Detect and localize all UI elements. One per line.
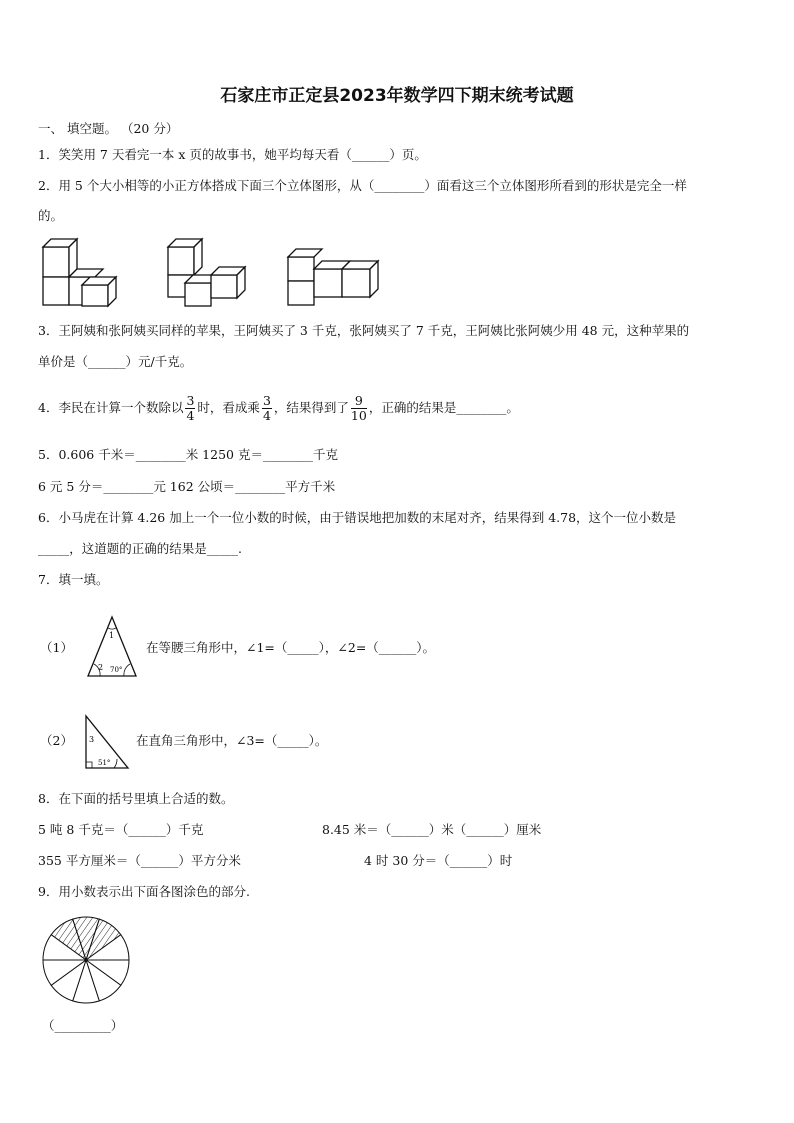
q8-item-c: 355 平方厘米＝（______）平方分米 [38, 853, 241, 868]
q4-text-4: ，正确的结果是________。 [368, 400, 519, 415]
question-5-line1: 5．0.606 千米＝________米 1250 克＝________千克 [38, 447, 338, 462]
question-1: 1．笑笑用 7 天看完一本 x 页的故事书，她平均每天看（______）页。 [38, 147, 427, 162]
fraction-9-10: $\frac{9}{10}$ [350, 393, 367, 423]
q7-1-label: （1） [40, 640, 73, 655]
q8-item-d: 4 时 30 分＝（______）时 [364, 853, 513, 868]
angle-70-label: 70° [110, 666, 123, 674]
shaded-circle-figure [40, 914, 132, 1006]
q4-text-3: ，结果得到了 [273, 400, 349, 415]
question-5-line2: 6 元 5 分＝________元 162 公顷＝________平方千米 [38, 479, 336, 494]
q7-2-label: （2） [40, 733, 73, 748]
angle-1-label: 1 [109, 631, 115, 640]
question-4 [38, 388, 519, 428]
q7-1-text: 在等腰三角形中，∠1=（_____），∠2=（______）。 [146, 640, 436, 655]
q4-text-2: 时，看成乘 [197, 400, 260, 415]
q7-2-text: 在直角三角形中，∠3=（_____）。 [136, 733, 328, 748]
question-2-line2: 的。 [38, 208, 64, 223]
question-8: 8．在下面的括号里填上合适的数。 [38, 791, 234, 806]
question-6-line2: _____，这道题的正确的结果是_____. [38, 541, 242, 556]
q4-text-1: 4．李民在计算一个数除以 [38, 400, 184, 415]
page-title: 石家庄市正定县2023年数学四下期末统考试题 [220, 86, 574, 106]
angle-51-label: 51° [98, 759, 111, 767]
q8-item-b: 8.45 米＝（______）米（______）厘米 [322, 822, 542, 837]
isosceles-triangle [84, 614, 140, 680]
q9-answer-blank: （_________） [42, 1018, 124, 1033]
fraction-3-4-b: $\frac{3}{4}$ [262, 393, 271, 423]
question-9: 9．用小数表示出下面各图涂色的部分. [38, 884, 250, 899]
question-3-line2: 单价是（______）元/千克。 [38, 354, 193, 369]
fraction-3-4: $\frac{3}{4}$ [186, 393, 195, 423]
cube-figure-2 [165, 237, 255, 309]
question-2-line1: 2．用 5 个大小相等的小正方体搭成下面三个立体图形，从（________）面看这三个立体图形所看到的形状是完全一样 [38, 178, 687, 193]
cube-figure-3 [285, 237, 385, 309]
question-7: 7．填一填。 [38, 572, 109, 587]
cube-figure-1 [40, 237, 130, 309]
q8-item-a: 5 吨 8 千克＝（______）千克 [38, 822, 204, 837]
angle-2-label: 2 [98, 663, 104, 672]
section-heading: 一、 填空题。 （20 分） [38, 121, 179, 136]
right-triangle [84, 714, 132, 770]
question-3-line1: 3．王阿姨和张阿姨买同样的苹果，王阿姨买了 3 千克，张阿姨买了 7 千克，王阿姨比张阿姨少用 48 元，这种苹果的 [38, 323, 690, 338]
angle-3-label: 3 [89, 735, 95, 744]
question-6-line1: 6．小马虎在计算 4.26 加上一个一位小数的时候，由于错误地把加数的末尾对齐，结果得到 4.78，这个一位小数是 [38, 510, 677, 525]
